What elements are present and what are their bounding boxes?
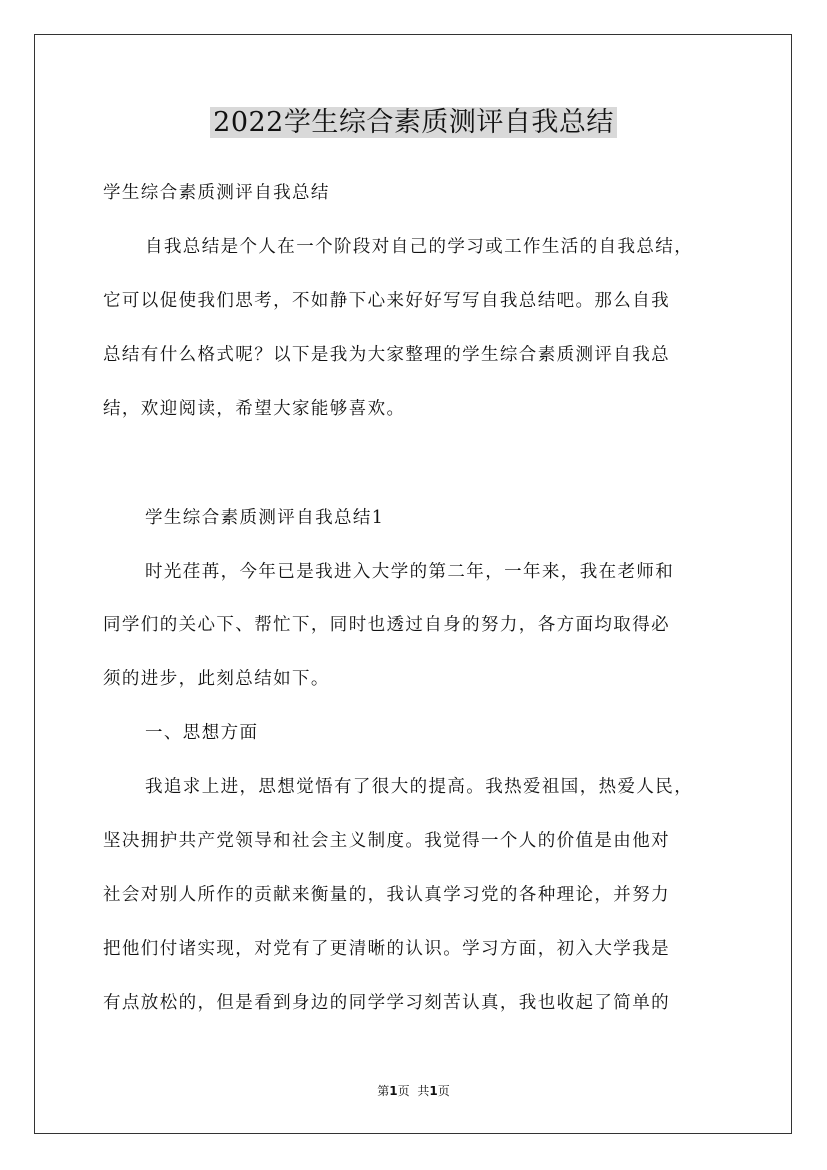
footer-page-suffix: 页 [397,1084,410,1098]
body-line: 它可以促使我们思考，不如静下心来好好写写自我总结吧。那么自我 [103,291,670,311]
section-heading: 学生综合素质测评自我总结1 [145,508,385,528]
body-line: 把他们付诸实现，对党有了更清晰的认识。学习方面，初入大学我是 [103,939,670,959]
footer-total-number: 1 [429,1084,438,1098]
subsection-heading: 一、思想方面 [145,723,259,743]
footer-total-suffix: 页 [437,1084,450,1098]
body-line: 同学们的关心下、帮忙下，同时也透过自身的努力，各方面均取得必 [103,615,670,635]
body-line: 结，欢迎阅读，希望大家能够喜欢。 [103,399,406,419]
body-line: 时光荏苒，今年已是我进入大学的第二年，一年来，我在老师和 [145,562,675,582]
footer-page-number: 1 [389,1084,398,1098]
body-line: 坚决拥护共产党领导和社会主义制度。我觉得一个人的价值是由他对 [103,831,670,851]
document-title-text: 2022学生综合素质测评自我总结 [210,107,617,138]
body-line: 社会对别人所作的贡献来衡量的，我认真学习党的各种理论，并努力 [103,885,670,905]
body-line: 自我总结是个人在一个阶段对自己的学习或工作生活的自我总结， [145,237,694,257]
page-footer [0,1083,827,1099]
subtitle-line: 学生综合素质测评自我总结 [103,183,330,203]
footer-total-prefix: 共 [417,1084,430,1098]
body-line: 总结有什么格式呢？以下是我为大家整理的学生综合素质测评自我总 [103,345,670,365]
footer-page-prefix: 第 [377,1084,390,1098]
body-line: 有点放松的，但是看到身边的同学学习刻苦认真，我也收起了简单的 [103,993,670,1013]
body-line: 我追求上进，思想觉悟有了很大的提高。我热爱祖国，热爱人民， [145,777,694,797]
body-line: 须的进步，此刻总结如下。 [103,669,330,689]
document-title [0,103,827,143]
